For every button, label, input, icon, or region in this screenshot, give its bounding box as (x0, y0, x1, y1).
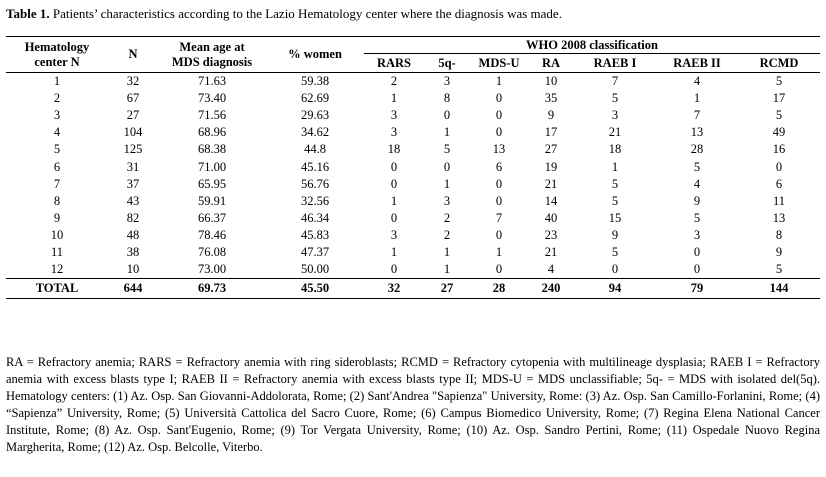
table-cell: 16 (772, 142, 786, 157)
table-cell: 0 (495, 193, 503, 208)
table-cell: 1 (390, 244, 398, 259)
table-cell: 23 (544, 227, 558, 242)
table-cell: 10 (544, 74, 558, 89)
table-cell: 32.56 (300, 193, 330, 208)
table-cell: 1 (693, 91, 701, 106)
table-cell: 3 (390, 108, 398, 123)
table-row (6, 107, 820, 124)
total-cell: TOTAL (6, 279, 108, 299)
table-cell: 17 (772, 91, 786, 106)
table-cell: 7 (53, 176, 61, 191)
table-row (6, 124, 820, 141)
table-cell: 19 (544, 159, 558, 174)
table-cell: 7 (495, 210, 503, 225)
table-cell: 14 (544, 193, 558, 208)
table-cell: 4 (53, 125, 61, 140)
table-cell: 21 (544, 244, 558, 259)
table-cell: 2 (443, 210, 451, 225)
table-cell: 44.8 (304, 142, 326, 157)
table-cell: 9 (611, 227, 619, 242)
table-cell: 76.08 (197, 244, 227, 259)
table-cell: 9 (53, 210, 61, 225)
total-cell: 69.73 (158, 279, 266, 299)
header-n: N (108, 37, 158, 73)
table-row (6, 210, 820, 227)
table-cell: 2 (443, 227, 451, 242)
table-cell: 5 (611, 244, 619, 259)
table-cell: 15 (608, 210, 622, 225)
table-cell: 8 (53, 193, 61, 208)
table-body (6, 73, 820, 299)
table-cell: 12 (50, 262, 64, 277)
table-cell: 7 (693, 108, 701, 123)
table-cell: 1 (611, 159, 619, 174)
table-cell: 68.96 (197, 125, 227, 140)
table-cell: 62.69 (300, 91, 330, 106)
table-cell: 0 (443, 159, 451, 174)
table-cell: 47.37 (300, 244, 330, 259)
table-row (6, 158, 820, 175)
table-cell: 43 (126, 193, 140, 208)
table-cell: 32 (126, 74, 140, 89)
table-cell: 40 (544, 210, 558, 225)
table-cell: 4 (547, 262, 555, 277)
table-cell: 13 (492, 142, 506, 157)
table-cell: 6 (495, 159, 503, 174)
table-cell: 1 (495, 244, 503, 259)
table-caption (6, 6, 562, 22)
total-cell: 644 (108, 279, 158, 299)
table-cell: 6 (775, 176, 783, 191)
table-cell: 0 (693, 262, 701, 277)
table-cell: 3 (443, 193, 451, 208)
header-who-col: RCMD (738, 54, 820, 73)
table-cell: 0 (775, 159, 783, 174)
table-cell: 3 (611, 108, 619, 123)
table-cell: 78.46 (197, 227, 227, 242)
table-cell: 11 (50, 244, 64, 259)
table-cell: 45.16 (300, 159, 330, 174)
table-cell: 0 (390, 262, 398, 277)
table-cell: 66.37 (197, 210, 227, 225)
table-cell: 125 (123, 142, 143, 157)
table-cell: 0 (693, 244, 701, 259)
table-row (6, 176, 820, 193)
table-cell: 21 (608, 125, 622, 140)
table-cell: 9 (547, 108, 555, 123)
total-cell: 94 (574, 279, 656, 299)
header-who: WHO 2008 classification (364, 37, 820, 54)
table-cell: 3 (443, 74, 451, 89)
table-cell: 50.00 (300, 262, 330, 277)
table-cell: 67 (126, 91, 140, 106)
table-cell: 0 (390, 176, 398, 191)
table-cell: 8 (775, 227, 783, 242)
table-cell: 0 (495, 125, 503, 140)
table-cell: 34.62 (300, 125, 330, 140)
table-cell: 35 (544, 91, 558, 106)
header-women: % women (266, 37, 364, 73)
total-cell: 32 (364, 279, 424, 299)
table-cell: 13 (690, 125, 704, 140)
table-cell: 0 (495, 108, 503, 123)
table-cell: 0 (495, 262, 503, 277)
table-cell: 49 (772, 125, 786, 140)
table-row (6, 244, 820, 261)
table-cell: 1 (443, 244, 451, 259)
table-cell: 46.34 (300, 210, 330, 225)
table-cell: 18 (608, 142, 622, 157)
table-cell: 45.83 (300, 227, 330, 242)
patients-table (6, 36, 820, 299)
table-cell: 0 (390, 210, 398, 225)
table-footnote: RA = Refractory anemia; RARS = Refractory anemia with ring sideroblasts; RCMD = Refractory cytopenia with multilineage dysplasia; RAEB I = Refractory anemia with excess blasts type I; RAEB II = Refractory anemia with excess blasts type II; MDS-U = MDS unclassifiable; 5q- = MDS with isolated del(5q). Hematology centers: (1) Az. Osp. San Giovanni-Addolorata, Rome; (2) Sant'Andrea "Sapienza" University, Rome: (3) Az. Osp. San Camillo-Forlanini, Rome; (4) “Sapienza” University, Rome; (5) Università Cattolica del Sacro Cuore, Rome; (6) Campus Biomedico University, Rome; (7) Regina Elena National Cancer Institute, Rome; (8) Az. Osp. Sant'Eugenio, Rome; (9) Tor Vergata University, Rome; (10) Az. Osp. Sandro Pertini, Rome; (11) Ospedale Nuovo Regina Margherita, Rome; (12) Az. Osp. Belcolle, Viterbo. (6, 355, 820, 454)
table-row (6, 261, 820, 279)
header-who-col: RARS (364, 54, 424, 73)
table-cell: 59.91 (197, 193, 227, 208)
table-cell: 3 (390, 125, 398, 140)
total-cell: 45.50 (266, 279, 364, 299)
table-cell: 9 (775, 244, 783, 259)
table-cell: 2 (53, 91, 61, 106)
table-cell: 4 (693, 176, 701, 191)
table-cell: 0 (390, 159, 398, 174)
header-who-col: RAEB II (656, 54, 738, 73)
table-cell: 65.95 (197, 176, 227, 191)
table-row (6, 193, 820, 210)
header-who-col: RAEB I (574, 54, 656, 73)
table-cell: 3 (53, 108, 61, 123)
table-cell: 0 (495, 176, 503, 191)
table-cell: 5 (775, 262, 783, 277)
table-cell: 1 (443, 125, 451, 140)
table-row (6, 227, 820, 244)
total-cell: 28 (470, 279, 528, 299)
table-cell: 1 (390, 91, 398, 106)
table-cell: 5 (775, 74, 783, 89)
table-cell: 0 (495, 91, 503, 106)
table-cell: 6 (53, 159, 61, 174)
table-cell: 56.76 (300, 176, 330, 191)
table-cell: 21 (544, 176, 558, 191)
table-cell: 73.40 (197, 91, 227, 106)
table-cell: 104 (123, 125, 143, 140)
caption-label: Table 1. (6, 6, 50, 21)
header-center (6, 37, 108, 73)
table-cell: 82 (126, 210, 140, 225)
table-cell: 10 (126, 262, 140, 277)
table-cell: 38 (126, 244, 140, 259)
total-cell: 144 (738, 279, 820, 299)
table-cell: 59.38 (300, 74, 330, 89)
table-cell: 1 (495, 74, 503, 89)
table-cell: 5 (53, 142, 61, 157)
table-cell: 1 (443, 262, 451, 277)
total-cell: 27 (424, 279, 470, 299)
table-cell: 27 (544, 142, 558, 157)
table-cell: 3 (693, 227, 701, 242)
table-cell: 0 (611, 262, 619, 277)
table-cell: 1 (53, 74, 61, 89)
table-cell: 4 (693, 74, 701, 89)
header-who-col: 5q- (424, 54, 470, 73)
table-cell: 1 (443, 176, 451, 191)
header-center-line1: Hematology (24, 39, 90, 54)
table-cell: 5 (611, 176, 619, 191)
header-age (158, 37, 266, 73)
table-cell: 0 (443, 108, 451, 123)
table-header (6, 37, 820, 73)
header-age-line2: MDS diagnosis (171, 54, 253, 69)
table-cell: 5 (693, 210, 701, 225)
table-cell: 8 (443, 91, 451, 106)
table-cell: 48 (126, 227, 140, 242)
table-cell: 1 (390, 193, 398, 208)
table-cell: 5 (611, 91, 619, 106)
table-cell: 37 (126, 176, 140, 191)
table-cell: 11 (773, 193, 786, 208)
table-cell: 29.63 (300, 108, 330, 123)
table-cell: 5 (775, 108, 783, 123)
table-cell: 2 (390, 74, 398, 89)
table-cell: 5 (611, 193, 619, 208)
table-cell: 28 (690, 142, 704, 157)
header-who-col: MDS-U (470, 54, 528, 73)
table-cell: 13 (772, 210, 786, 225)
table-row (6, 90, 820, 107)
caption-text: Patients’ characteristics according to the Lazio Hematology center where the diagnosis was made. (49, 6, 562, 21)
table-cell: 71.63 (197, 74, 227, 89)
table-row (6, 73, 820, 91)
table-cell: 71.00 (197, 159, 227, 174)
table-cell: 68.38 (197, 142, 227, 157)
table-cell: 0 (495, 227, 503, 242)
total-cell: 240 (528, 279, 574, 299)
table-cell: 18 (387, 142, 401, 157)
table-cell: 5 (693, 159, 701, 174)
table-row (6, 141, 820, 158)
total-row (6, 279, 820, 299)
header-age-line1: Mean age at (179, 39, 245, 54)
table-cell: 17 (544, 125, 558, 140)
table-cell: 7 (611, 74, 619, 89)
header-center-line2: center N (34, 54, 80, 69)
total-cell: 79 (656, 279, 738, 299)
table-cell: 9 (693, 193, 701, 208)
table-cell: 31 (126, 159, 140, 174)
table-cell: 73.00 (197, 262, 227, 277)
table-cell: 3 (390, 227, 398, 242)
header-who-col: RA (528, 54, 574, 73)
table-cell: 5 (443, 142, 451, 157)
table-cell: 10 (50, 227, 64, 242)
table-cell: 71.56 (197, 108, 227, 123)
table-cell: 27 (126, 108, 140, 123)
